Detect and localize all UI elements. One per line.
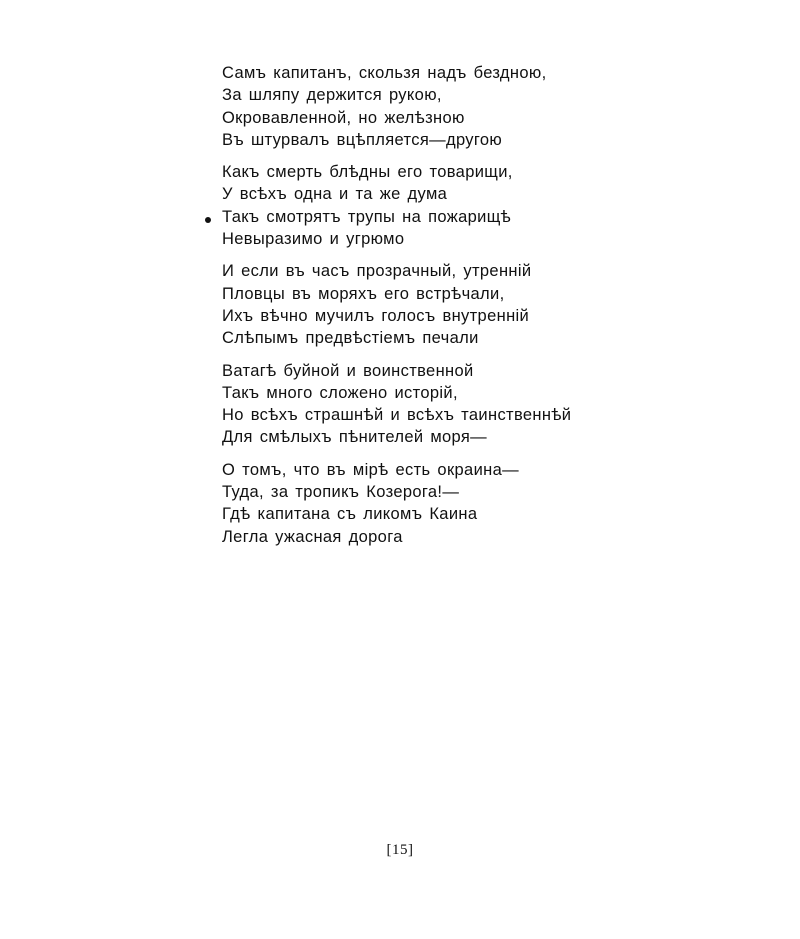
poem-line: Такъ смотрятъ трупы на пожарищѣ [222, 207, 512, 226]
poem-line: Въ штурвалъ вцѣпляется—другою [222, 130, 503, 149]
poem-line: Слѣпымъ предвѣстіемъ печали [222, 329, 479, 348]
poem-line: Самъ капитанъ, скользя надъ бездною, [222, 64, 547, 82]
poem-line: За шляпу держится рукою, [222, 86, 442, 105]
stanza-5 [222, 459, 642, 548]
stanza-1 [222, 62, 642, 151]
stanza-2 [222, 161, 642, 250]
poem-line: Ихъ вѣчно мучилъ голосъ внутренній [222, 306, 530, 325]
poem-line: Туда, за тропикъ Козерога!— [222, 483, 460, 502]
poem-line: Такъ много сложено исторій, [222, 383, 458, 402]
poem-line: Невыразимо и угрюмо [222, 230, 405, 249]
poem-line: Гдѣ капитана съ ликомъ Каина [222, 505, 478, 524]
poem [222, 62, 642, 558]
stanza-4 [222, 360, 642, 449]
margin-dot-mark [205, 217, 211, 223]
poem-line: Пловцы въ моряхъ его встрѣчали, [222, 284, 505, 303]
poem-line: Ватагѣ буйной и воинственной [222, 361, 474, 380]
stanza-3 [222, 260, 642, 349]
poem-line: Для смѣлыхъ пѣнителей моря— [222, 428, 488, 447]
poem-line: О томъ, что въ мірѣ есть окраина— [222, 460, 519, 479]
poem-line: Окровавленной, но желѣзною [222, 108, 465, 127]
page-number: [15] [386, 842, 414, 858]
poem-line: У всѣхъ одна и та же дума [222, 185, 448, 204]
poem-line: Какъ смерть блѣдны его товарищи, [222, 163, 513, 182]
poem-line: И если въ часъ прозрачный, утренній [222, 262, 532, 281]
poem-line: Легла ужасная дорога [222, 527, 403, 546]
poem-line: Но всѣхъ страшнѣй и всѣхъ таинственнѣй [222, 406, 572, 425]
